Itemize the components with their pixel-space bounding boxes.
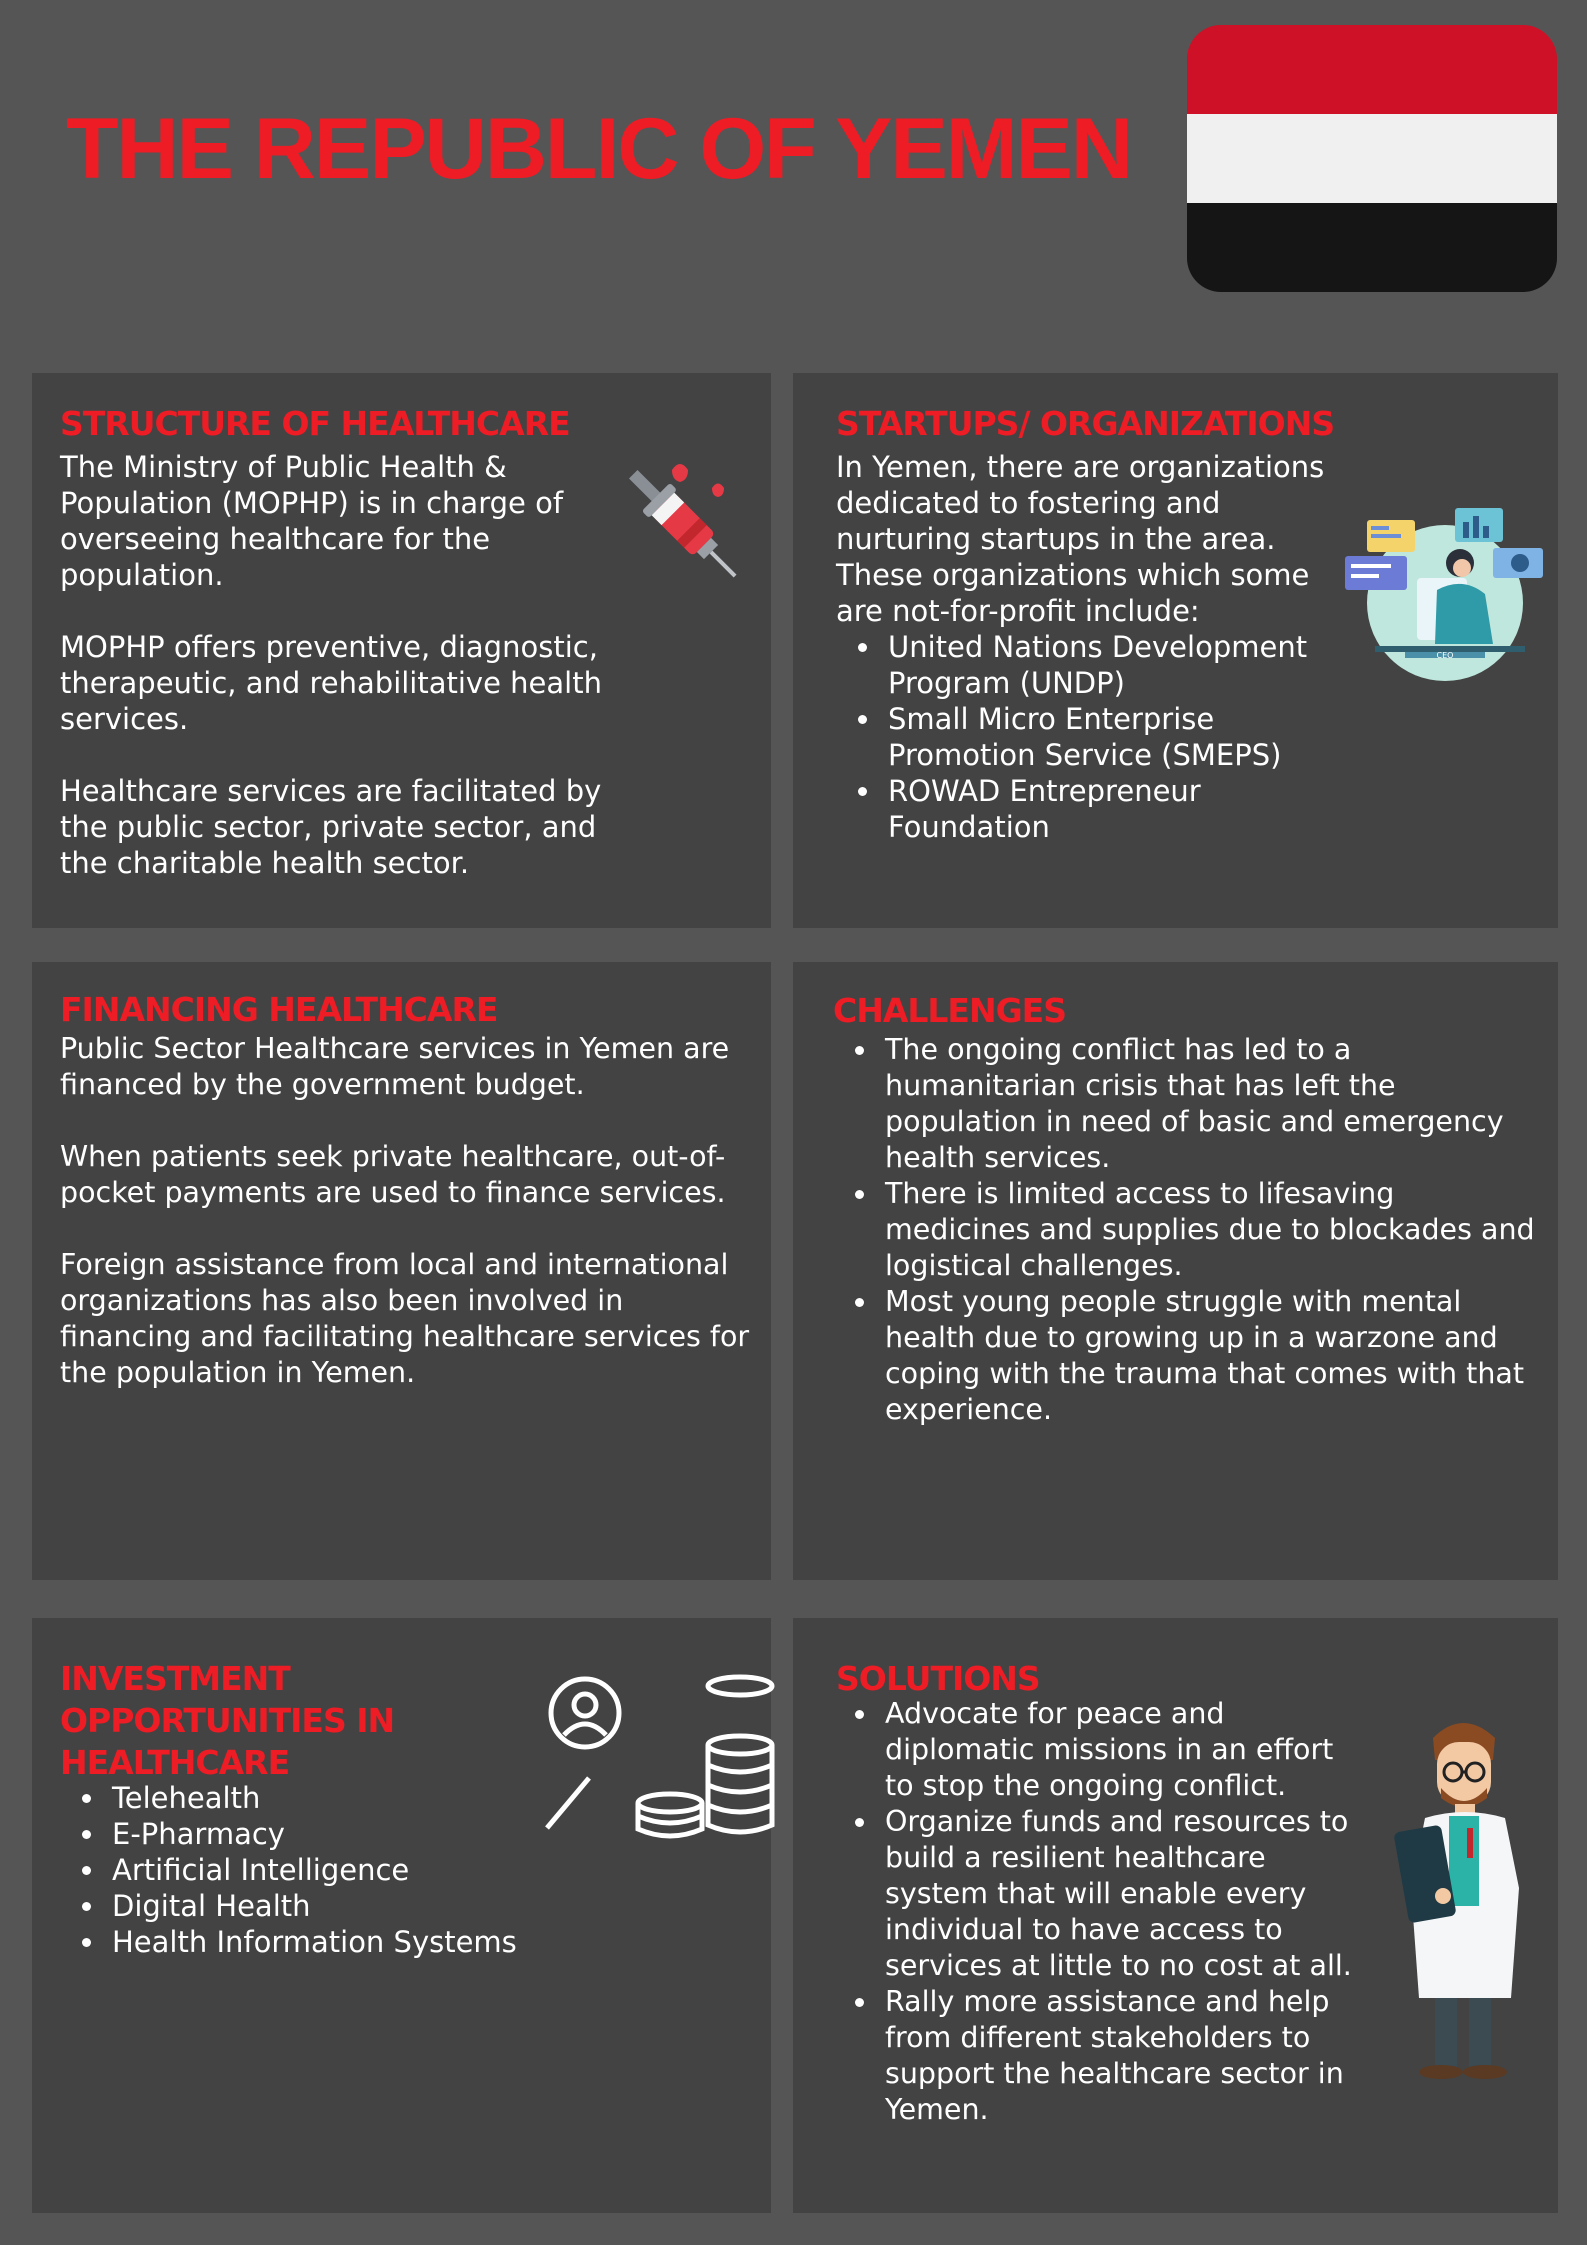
list-item: There is limited access to lifesaving medicines and supplies due to blockades and logistical challenges. xyxy=(833,1176,1545,1284)
coins-investment-icon xyxy=(542,1673,782,1873)
list-item: Most young people struggle with mental health due to growing up in a warzone and coping with the trauma that comes with that experience. xyxy=(833,1284,1545,1428)
list-item: Rally more assistance and help from different stakeholders to support the healthcare sector in Yemen. xyxy=(833,1984,1363,2128)
list-item: Telehealth xyxy=(60,1780,620,1816)
investment-heading-line: INVESTMENT xyxy=(60,1659,290,1698)
investment-heading-line: HEALTHCARE xyxy=(60,1743,290,1782)
financing-panel xyxy=(32,962,771,1580)
financing-paragraph: Foreign assistance from local and international organizations has also been involved in financing and facilitating healthcare services for the population in Yemen. xyxy=(60,1248,750,1389)
solutions-heading: SOLUTIONS xyxy=(836,1659,1040,1698)
investment-heading-line: OPPORTUNITIES IN xyxy=(60,1701,395,1740)
startups-panel xyxy=(793,373,1558,928)
list-item: Advocate for peace and diplomatic missions in an effort to stop the ongoing conflict. xyxy=(833,1696,1363,1804)
page-title: THE REPUBLIC OF YEMEN xyxy=(66,101,1131,197)
list-item: The ongoing conflict has led to a humanitarian crisis that has left the population in need of basic and emergency health services. xyxy=(833,1032,1545,1176)
investment-list xyxy=(60,1780,620,1960)
startups-heading: STARTUPS/ ORGANIZATIONS xyxy=(836,404,1335,443)
challenges-panel xyxy=(793,962,1558,1580)
list-item: Digital Health xyxy=(60,1888,620,1924)
challenges-heading: CHALLENGES xyxy=(833,991,1066,1030)
list-item: Organize funds and resources to build a resilient healthcare system that will enable every individual to have access to services at little to no cost at all. xyxy=(833,1804,1363,1984)
challenges-body xyxy=(833,1032,1545,1428)
challenges-list xyxy=(833,1032,1545,1428)
solutions-list xyxy=(833,1696,1363,2128)
startups-body xyxy=(836,449,1346,845)
ceo-label: CEO xyxy=(1436,651,1454,660)
flag-of-yemen-icon xyxy=(1187,25,1557,292)
financing-body xyxy=(60,1031,760,1391)
structure-panel xyxy=(32,373,771,928)
list-item: Small Micro Enterprise Promotion Service (SMEPS) xyxy=(836,701,1346,773)
financing-paragraph: Public Sector Healthcare services in Yemen are financed by the government budget. xyxy=(60,1032,730,1101)
flag-black-band xyxy=(1187,203,1557,292)
flag-red-band xyxy=(1187,25,1557,114)
structure-paragraph: MOPHP offers preventive, diagnostic, therapeutic, and rehabilitative health services. xyxy=(60,630,602,736)
financing-heading: FINANCING HEALTHCARE xyxy=(60,990,498,1029)
list-item: E-Pharmacy xyxy=(60,1816,620,1852)
doctor-illustration xyxy=(1383,1718,1543,2088)
solutions-body xyxy=(833,1696,1363,2128)
investment-heading xyxy=(60,1658,394,1784)
financing-paragraph: When patients seek private healthcare, out-of-pocket payments are used to finance services. xyxy=(60,1140,726,1209)
startups-intro: In Yemen, there are organizations dedicated to fostering and nurturing startups in the area. These organizations which some are not-for-profit include: xyxy=(836,450,1325,628)
structure-heading: STRUCTURE OF HEALTHCARE xyxy=(60,404,570,443)
ceo-workspace-illustration xyxy=(1345,508,1545,683)
startups-list xyxy=(836,629,1346,845)
investment-panel xyxy=(32,1618,771,2213)
investment-body xyxy=(60,1780,620,1960)
list-item: ROWAD Entrepreneur Foundation xyxy=(836,773,1346,845)
syringe-icon xyxy=(617,458,757,598)
list-item: United Nations Development Program (UNDP) xyxy=(836,629,1346,701)
list-item: Health Information Systems xyxy=(60,1924,620,1960)
structure-paragraph: Healthcare services are facilitated by the public sector, private sector, and the charitable health sector. xyxy=(60,774,602,880)
flag-white-band xyxy=(1187,114,1557,203)
structure-body xyxy=(60,449,620,881)
list-item: Artificial Intelligence xyxy=(60,1852,620,1888)
solutions-panel xyxy=(793,1618,1558,2213)
structure-paragraph: The Ministry of Public Health & Population (MOPHP) is in charge of overseeing healthcare for the population. xyxy=(60,450,564,592)
